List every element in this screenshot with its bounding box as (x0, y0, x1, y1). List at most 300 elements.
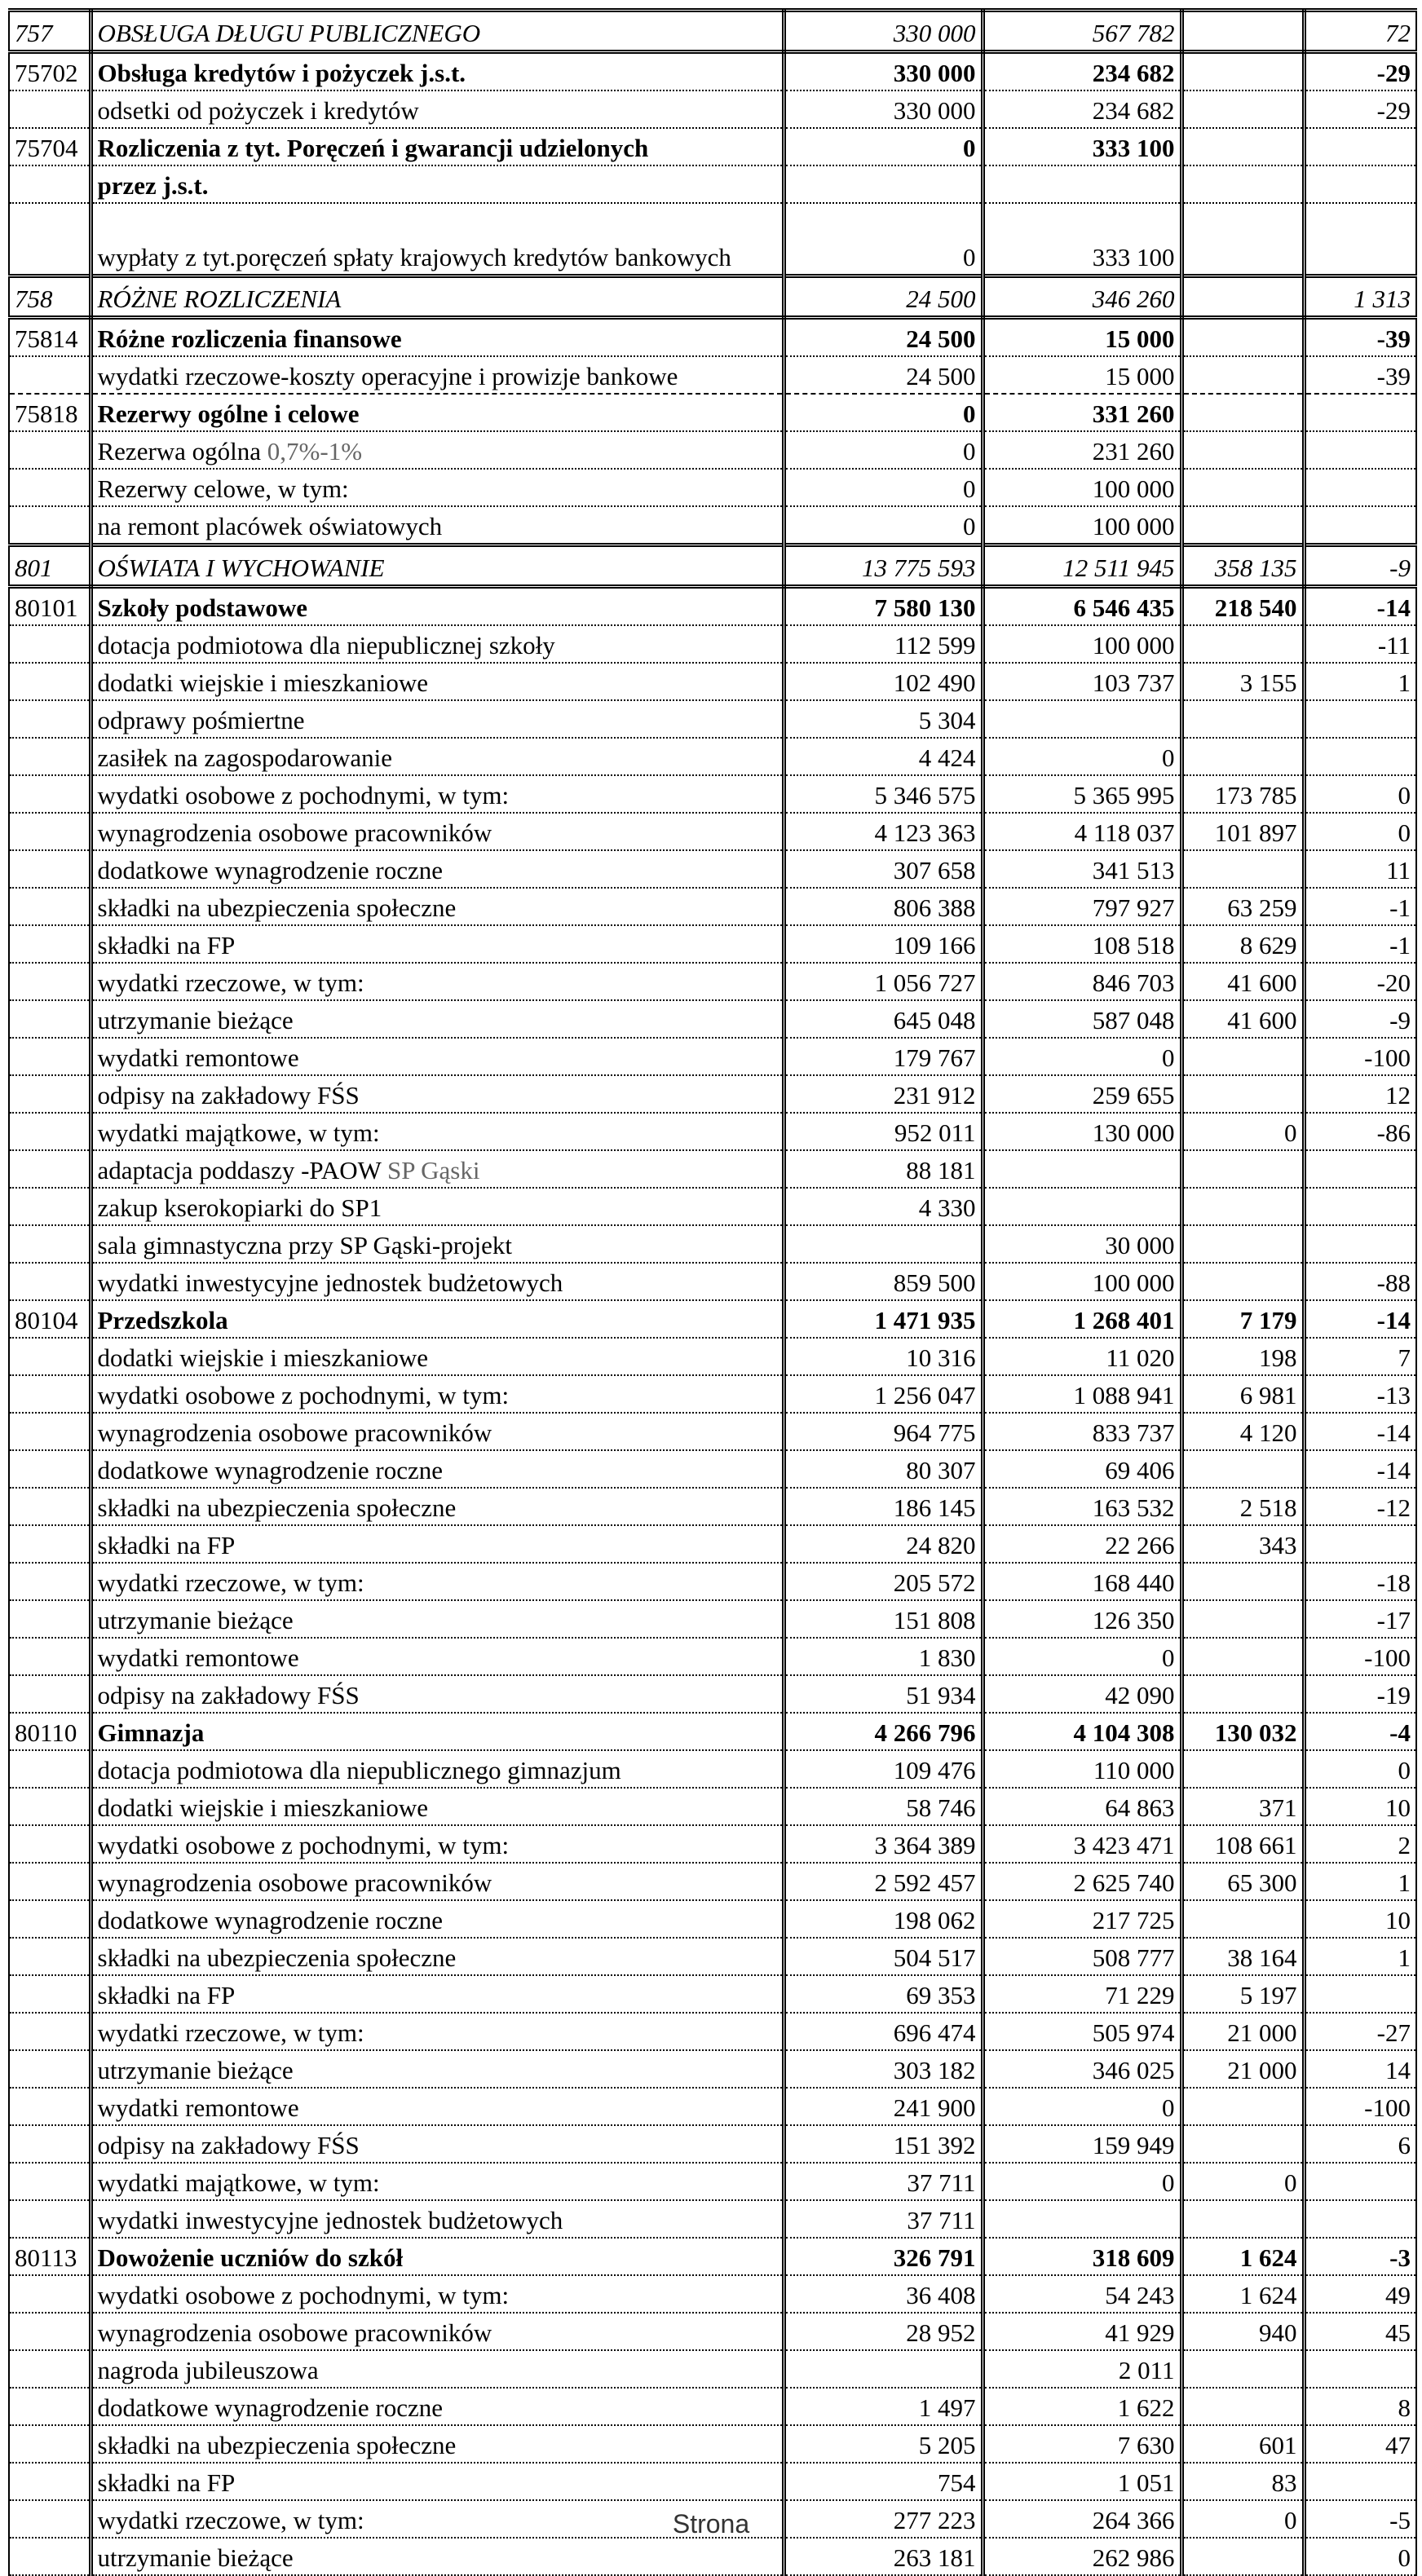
change-percent: 45 (1304, 2313, 1416, 2350)
execution-value: 15 000 (983, 356, 1181, 394)
table-row (9, 2388, 1416, 2425)
personnel-value: 601 (1181, 2425, 1304, 2463)
execution-value: 30 000 (983, 1225, 1181, 1263)
item-description (91, 2350, 784, 2388)
plan-value: 36 408 (784, 2275, 983, 2313)
description-text: na remont placówek oświatowych (97, 512, 443, 540)
execution-value: 333 100 (983, 203, 1181, 276)
personnel-value (1181, 1675, 1304, 1713)
description-text: wydatki rzeczowe-koszty operacyjne i prowizje bankowe (97, 362, 678, 390)
change-percent: 47 (1304, 2425, 1416, 2463)
execution-value: 3 423 471 (983, 1825, 1181, 1863)
table-row (9, 90, 1416, 128)
classification-code (9, 2463, 91, 2500)
plan-value: 0 (784, 431, 983, 469)
classification-code (9, 2013, 91, 2050)
personnel-value (1181, 1900, 1304, 1938)
change-percent: -100 (1304, 1038, 1416, 1075)
description-text: wydatki osobowe z pochodnymi, w tym: (97, 781, 510, 809)
change-percent: -27 (1304, 2013, 1416, 2050)
change-percent: -1 (1304, 888, 1416, 925)
execution-value: 4 118 037 (983, 813, 1181, 850)
table-row (9, 1150, 1416, 1188)
description-text: składki na ubezpieczenia społeczne (97, 893, 457, 922)
change-percent: -20 (1304, 963, 1416, 1000)
execution-value: 0 (983, 1638, 1181, 1675)
classification-code (9, 1038, 91, 1075)
classification-code (9, 469, 91, 506)
personnel-value: 371 (1181, 1788, 1304, 1825)
plan-value: 307 658 (784, 850, 983, 888)
personnel-value: 101 897 (1181, 813, 1304, 850)
table-row (9, 888, 1416, 925)
plan-value: 277 223 (784, 2500, 983, 2538)
table-row (9, 2050, 1416, 2088)
subsection-row (9, 52, 1416, 91)
subsection-row (9, 165, 1416, 203)
item-description (91, 356, 784, 394)
table-row (9, 1413, 1416, 1450)
change-percent (1304, 700, 1416, 738)
item-description (91, 1113, 784, 1150)
execution-value: 100 000 (983, 1263, 1181, 1300)
execution-value: 2 011 (983, 2350, 1181, 2388)
description-text: odpisy na zakładowy FŚS (97, 2131, 360, 2159)
table-row (9, 1450, 1416, 1488)
personnel-value (1181, 1038, 1304, 1075)
table-row (9, 1225, 1416, 1263)
subsection-row (9, 394, 1416, 431)
table-row (9, 2275, 1416, 2313)
plan-value (784, 1225, 983, 1263)
plan-value: 58 746 (784, 1788, 983, 1825)
classification-code (9, 2538, 91, 2575)
personnel-value: 21 000 (1181, 2050, 1304, 2088)
description-text: zakup kserokopiarki do SP1 (97, 1193, 382, 1222)
item-description (91, 963, 784, 1000)
item-description (91, 2275, 784, 2313)
change-percent: -29 (1304, 90, 1416, 128)
table-row (9, 431, 1416, 469)
personnel-value (1181, 165, 1304, 203)
personnel-value: 108 661 (1181, 1825, 1304, 1863)
change-percent (1304, 203, 1416, 276)
change-percent (1304, 431, 1416, 469)
classification-code (9, 2050, 91, 2088)
plan-value: 952 011 (784, 1113, 983, 1150)
change-percent (1304, 2200, 1416, 2238)
plan-value: 1 830 (784, 1638, 983, 1675)
execution-value: 587 048 (983, 1000, 1181, 1038)
execution-value: 100 000 (983, 469, 1181, 506)
item-description (91, 2388, 784, 2425)
classification-code (9, 1338, 91, 1375)
table-row (9, 1863, 1416, 1900)
personnel-value (1181, 276, 1304, 318)
execution-value: 262 986 (983, 2538, 1181, 2575)
execution-value: 12 511 945 (983, 545, 1181, 587)
personnel-value: 343 (1181, 1525, 1304, 1563)
change-percent (1304, 2463, 1416, 2500)
plan-value: 7 580 130 (784, 587, 983, 626)
classification-code (9, 663, 91, 700)
change-percent: -39 (1304, 318, 1416, 357)
change-percent: 2 (1304, 1825, 1416, 1863)
classification-code: 75702 (9, 52, 91, 91)
plan-value: 112 599 (784, 625, 983, 663)
table-row (9, 2088, 1416, 2125)
personnel-value: 358 135 (1181, 545, 1304, 587)
budget-table (8, 8, 1417, 2576)
item-description (91, 1075, 784, 1113)
classification-code: 758 (9, 276, 91, 318)
change-percent: 1 (1304, 1938, 1416, 1975)
description-text: Dowożenie uczniów do szkół (97, 2243, 404, 2272)
table-row (9, 1638, 1416, 1675)
personnel-value: 198 (1181, 1338, 1304, 1375)
item-description (91, 2200, 784, 2238)
execution-value: 0 (983, 2088, 1181, 2125)
classification-code (9, 925, 91, 963)
description-text: wydatki rzeczowe, w tym: (97, 968, 364, 997)
classification-code (9, 1225, 91, 1263)
table-row (9, 1375, 1416, 1413)
plan-value: 696 474 (784, 2013, 983, 2050)
classification-code (9, 2275, 91, 2313)
personnel-value: 173 785 (1181, 775, 1304, 813)
classification-code (9, 1938, 91, 1975)
description-text: odsetki od pożyczek i kredytów (97, 96, 419, 125)
description-text: Rezerwy ogólne i celowe (97, 399, 360, 428)
execution-value: 508 777 (983, 1938, 1181, 1975)
plan-value: 2 592 457 (784, 1863, 983, 1900)
plan-value: 205 572 (784, 1563, 983, 1600)
change-percent: 1 (1304, 1863, 1416, 1900)
plan-value: 88 181 (784, 1150, 983, 1188)
plan-value: 0 (784, 469, 983, 506)
classification-code (9, 2350, 91, 2388)
table-row (9, 1825, 1416, 1863)
classification-code: 80104 (9, 1300, 91, 1338)
item-description (91, 52, 784, 91)
table-row (9, 1488, 1416, 1525)
change-percent (1304, 394, 1416, 431)
plan-value: 964 775 (784, 1413, 983, 1450)
plan-value: 80 307 (784, 1450, 983, 1488)
section-row (9, 11, 1416, 52)
subsection-row (9, 587, 1416, 626)
table-row (9, 1113, 1416, 1150)
execution-value: 846 703 (983, 963, 1181, 1000)
item-description (91, 663, 784, 700)
personnel-value: 63 259 (1181, 888, 1304, 925)
execution-value: 567 782 (983, 11, 1181, 52)
plan-value: 151 392 (784, 2125, 983, 2163)
change-percent: -17 (1304, 1600, 1416, 1638)
item-description (91, 11, 784, 52)
change-percent (1304, 1525, 1416, 1563)
budget-table-body (9, 11, 1416, 2576)
classification-code (9, 2088, 91, 2125)
table-row (9, 2425, 1416, 2463)
personnel-value (1181, 203, 1304, 276)
change-percent: 7 (1304, 1338, 1416, 1375)
classification-code (9, 1075, 91, 1113)
classification-code (9, 2125, 91, 2163)
personnel-value (1181, 2350, 1304, 2388)
personnel-value (1181, 1225, 1304, 1263)
execution-value: 54 243 (983, 2275, 1181, 2313)
execution-value: 0 (983, 1038, 1181, 1075)
plan-value: 102 490 (784, 663, 983, 700)
item-description (91, 2313, 784, 2350)
item-description (91, 165, 784, 203)
table-row (9, 1263, 1416, 1300)
classification-code (9, 431, 91, 469)
table-row (9, 1900, 1416, 1938)
change-percent: -14 (1304, 1450, 1416, 1488)
item-description (91, 128, 784, 165)
item-description (91, 1638, 784, 1675)
classification-code (9, 1525, 91, 1563)
change-percent (1304, 1188, 1416, 1225)
execution-value: 234 682 (983, 52, 1181, 91)
change-percent: 72 (1304, 11, 1416, 52)
item-description (91, 469, 784, 506)
change-percent (1304, 165, 1416, 203)
classification-code: 75704 (9, 128, 91, 165)
change-percent: -9 (1304, 545, 1416, 587)
description-text: składki na ubezpieczenia społeczne (97, 1493, 457, 1522)
personnel-value (1181, 1600, 1304, 1638)
personnel-value: 218 540 (1181, 587, 1304, 626)
plan-value: 330 000 (784, 52, 983, 91)
change-percent: -1 (1304, 925, 1416, 963)
description-text: wydatki remontowe (97, 1043, 299, 1072)
personnel-value: 940 (1181, 2313, 1304, 2350)
description-text: dodatkowe wynagrodzenie roczne (97, 2393, 443, 2422)
change-percent (1304, 1975, 1416, 2013)
change-percent (1304, 1225, 1416, 1263)
personnel-value (1181, 2388, 1304, 2425)
plan-value: 0 (784, 394, 983, 431)
classification-code (9, 1638, 91, 1675)
change-percent: 0 (1304, 2538, 1416, 2575)
classification-code (9, 1563, 91, 1600)
personnel-value (1181, 356, 1304, 394)
classification-code (9, 1825, 91, 1863)
personnel-value (1181, 1150, 1304, 1188)
description-text: wydatki inwestycyjne jednostek budżetowych (97, 1268, 563, 1297)
execution-value: 1 088 941 (983, 1375, 1181, 1413)
table-row (9, 1675, 1416, 1713)
execution-value: 2 625 740 (983, 1863, 1181, 1900)
change-percent: -14 (1304, 1413, 1416, 1450)
plan-value: 806 388 (784, 888, 983, 925)
change-percent (1304, 2350, 1416, 2388)
classification-code: 757 (9, 11, 91, 52)
description-text: wydatki inwestycyjne jednostek budżetowych (97, 2206, 563, 2234)
table-row (9, 963, 1416, 1000)
plan-value: 179 767 (784, 1038, 983, 1075)
personnel-value (1181, 2088, 1304, 2125)
classification-code (9, 1750, 91, 1788)
classification-code (9, 1488, 91, 1525)
table-row (9, 2163, 1416, 2200)
item-description (91, 587, 784, 626)
change-percent: -88 (1304, 1263, 1416, 1300)
table-row (9, 2313, 1416, 2350)
item-description (91, 1788, 784, 1825)
classification-code (9, 2313, 91, 2350)
classification-code (9, 506, 91, 545)
table-row (9, 506, 1416, 545)
item-description (91, 394, 784, 431)
execution-value: 64 863 (983, 1788, 1181, 1825)
subsection-row (9, 128, 1416, 165)
classification-code (9, 1975, 91, 2013)
table-row (9, 1975, 1416, 2013)
plan-value: 151 808 (784, 1600, 983, 1638)
execution-value: 7 630 (983, 2425, 1181, 2463)
table-row (9, 1600, 1416, 1638)
item-description (91, 1338, 784, 1375)
description-text: Gimnazja (97, 1718, 205, 1747)
personnel-value (1181, 52, 1304, 91)
personnel-value: 5 197 (1181, 1975, 1304, 2013)
personnel-value (1181, 1075, 1304, 1113)
change-percent: 10 (1304, 1788, 1416, 1825)
change-percent: -14 (1304, 587, 1416, 626)
execution-value: 11 020 (983, 1338, 1181, 1375)
description-text: odprawy pośmiertne (97, 706, 305, 734)
change-percent: 14 (1304, 2050, 1416, 2088)
change-percent: 0 (1304, 1750, 1416, 1788)
section-row (9, 545, 1416, 587)
plan-value (784, 165, 983, 203)
table-row (9, 625, 1416, 663)
classification-code (9, 625, 91, 663)
item-description (91, 1038, 784, 1075)
description-text: Rezerwa ogólna (97, 437, 262, 465)
execution-value: 333 100 (983, 128, 1181, 165)
description-text: składki na FP (97, 2468, 236, 2497)
section-row (9, 276, 1416, 318)
change-percent: 10 (1304, 1900, 1416, 1938)
personnel-value (1181, 1263, 1304, 1300)
change-percent (1304, 469, 1416, 506)
description-text: adaptacja poddaszy -PAOW (97, 1156, 382, 1184)
personnel-value: 0 (1181, 2163, 1304, 2200)
personnel-value (1181, 431, 1304, 469)
description-text: utrzymanie bieżące (97, 1606, 294, 1634)
description-text: wydatki osobowe z pochodnymi, w tym: (97, 1381, 510, 1409)
change-percent: 1 313 (1304, 276, 1416, 318)
plan-value: 69 353 (784, 1975, 983, 2013)
item-description (91, 1750, 784, 1788)
plan-value: 5 304 (784, 700, 983, 738)
description-text: Różne rozliczenia finansowe (97, 324, 402, 353)
change-percent (1304, 738, 1416, 775)
description-text: dodatki wiejskie i mieszkaniowe (97, 668, 428, 697)
table-row (9, 700, 1416, 738)
item-description (91, 1825, 784, 1863)
classification-code (9, 1263, 91, 1300)
plan-value: 330 000 (784, 11, 983, 52)
plan-value: 4 330 (784, 1188, 983, 1225)
subsection-row (9, 318, 1416, 357)
change-percent: -11 (1304, 625, 1416, 663)
execution-value: 108 518 (983, 925, 1181, 963)
item-description (91, 738, 784, 775)
change-percent: -39 (1304, 356, 1416, 394)
item-description (91, 1525, 784, 1563)
description-text: Obsługa kredytów i pożyczek j.s.t. (97, 59, 466, 87)
plan-value: 109 476 (784, 1750, 983, 1788)
item-description (91, 700, 784, 738)
execution-value: 259 655 (983, 1075, 1181, 1113)
item-description (91, 1938, 784, 1975)
execution-value: 100 000 (983, 625, 1181, 663)
table-row (9, 2200, 1416, 2238)
description-text: Przedszkola (97, 1306, 228, 1334)
item-description (91, 850, 784, 888)
subsection-row (9, 1300, 1416, 1338)
execution-value: 1 268 401 (983, 1300, 1181, 1338)
plan-value: 24 500 (784, 318, 983, 357)
execution-value (983, 2200, 1181, 2238)
table-row (9, 1563, 1416, 1600)
execution-value: 168 440 (983, 1563, 1181, 1600)
execution-value: 110 000 (983, 1750, 1181, 1788)
description-text: utrzymanie bieżące (97, 1006, 294, 1034)
classification-code (9, 1413, 91, 1450)
item-description (91, 1975, 784, 2013)
personnel-value (1181, 90, 1304, 128)
execution-value (983, 165, 1181, 203)
table-row (9, 2538, 1416, 2575)
execution-value: 341 513 (983, 850, 1181, 888)
table-row (9, 2350, 1416, 2388)
execution-value: 331 260 (983, 394, 1181, 431)
item-description (91, 1225, 784, 1263)
classification-code (9, 1600, 91, 1638)
classification-code (9, 1375, 91, 1413)
annotation-note: SP Gąski (387, 1156, 480, 1184)
plan-value: 326 791 (784, 2238, 983, 2275)
description-text: wydatki majątkowe, w tym: (97, 1118, 380, 1147)
personnel-value: 0 (1181, 1113, 1304, 1150)
item-description (91, 1413, 784, 1450)
item-description (91, 431, 784, 469)
description-text: odpisy na zakładowy FŚS (97, 1081, 360, 1109)
description-text: dotacja podmiotowa dla niepublicznej szkoły (97, 631, 555, 659)
item-description (91, 1713, 784, 1750)
item-description (91, 2013, 784, 2050)
plan-value: 263 181 (784, 2538, 983, 2575)
execution-value (983, 700, 1181, 738)
plan-value: 5 346 575 (784, 775, 983, 813)
change-percent (1304, 128, 1416, 165)
personnel-value: 7 179 (1181, 1300, 1304, 1338)
classification-code (9, 963, 91, 1000)
change-percent: 12 (1304, 1075, 1416, 1113)
item-description (91, 318, 784, 357)
item-description (91, 1300, 784, 1338)
item-description (91, 1450, 784, 1488)
change-percent: 49 (1304, 2275, 1416, 2313)
personnel-value: 1 624 (1181, 2275, 1304, 2313)
